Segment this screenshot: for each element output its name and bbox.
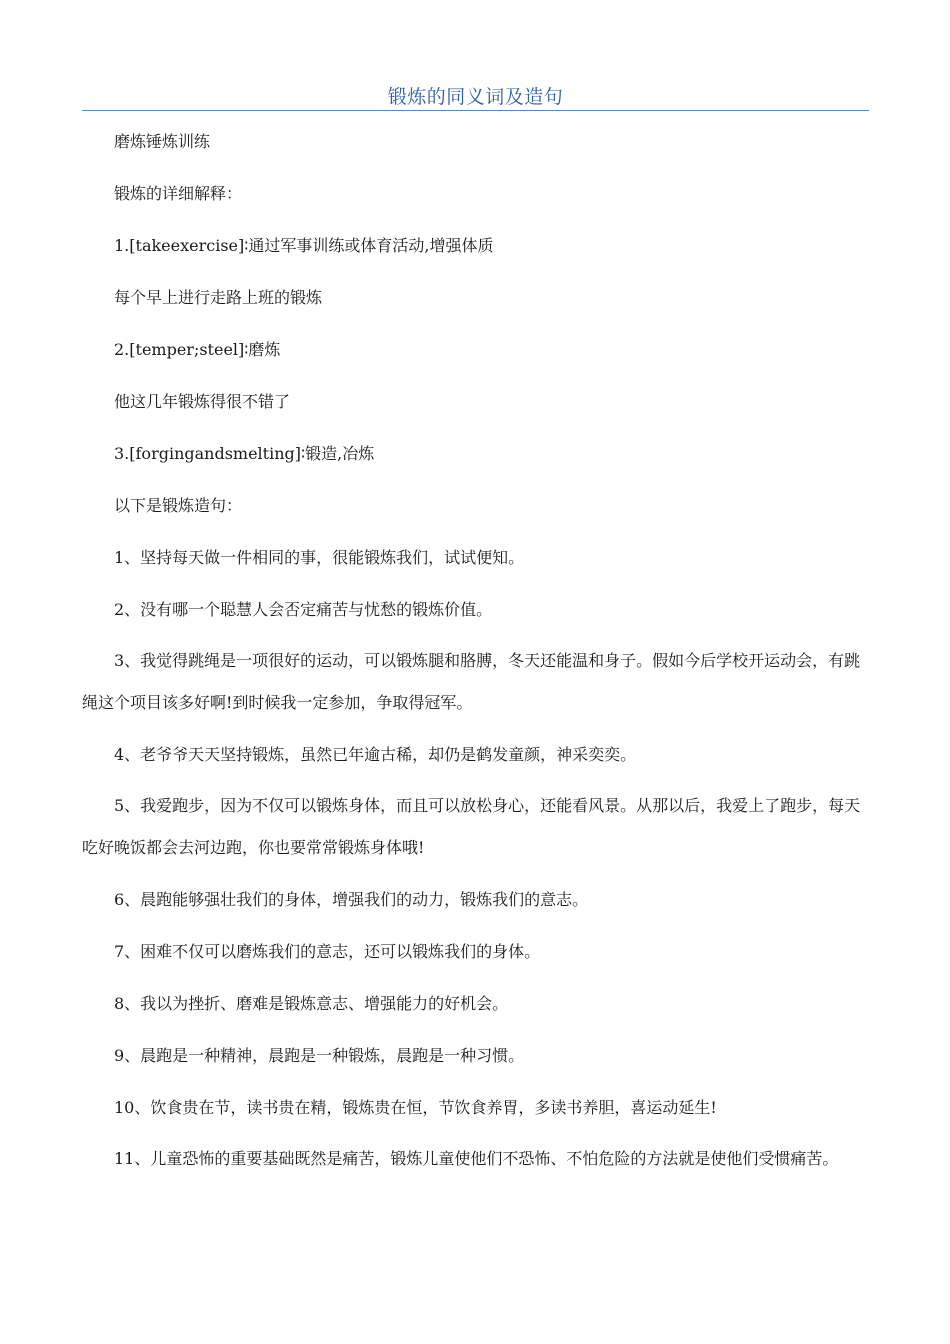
paragraph: 以下是锻炼造句： bbox=[114, 496, 243, 515]
example-sentence: 8、我以为挫折、磨难是锻炼意志、增强能力的好机会。 bbox=[114, 994, 509, 1013]
paragraph: 3.[forgingandsmelting]∶锻造,冶炼 bbox=[114, 444, 375, 463]
document-header bbox=[82, 80, 869, 111]
example-sentence: 9、晨跑是一种精神，晨跑是一种锻炼，晨跑是一种习惯。 bbox=[114, 1046, 525, 1065]
document-title: 锻炼的同义词及造句 bbox=[387, 86, 564, 108]
paragraph: 每个早上进行走路上班的锻炼 bbox=[114, 288, 323, 307]
paragraph: 锻炼的详细解释： bbox=[114, 184, 243, 203]
paragraph: 1.[takeexercise]∶通过军事训练或体育活动,增强体质 bbox=[114, 236, 494, 255]
example-sentence: 7、困难不仅可以磨炼我们的意志，还可以锻炼我们的身体。 bbox=[114, 942, 541, 961]
paragraph: 磨炼锤炼训练 bbox=[114, 132, 211, 151]
example-sentence: 11、儿童恐怖的重要基础既然是痛苦，锻炼儿童使他们不恐怖、不怕危险的方法就是使他们受惯痛苦。 bbox=[114, 1149, 839, 1168]
example-sentence: 5、我爱跑步，因为不仅可以锻炼身体，而且可以放松身心，还能看风景。从那以后，我爱上了跑步，每天吃好晚饭都会去河边跑，你也要常常锻炼身体哦! bbox=[82, 796, 861, 857]
example-sentence: 3、我觉得跳绳是一项很好的运动，可以锻炼腿和胳膊，冬天还能温和身子。假如今后学校开运动会，有跳绳这个项目该多好啊!到时候我一定参加，争取得冠军。 bbox=[82, 651, 861, 712]
example-sentence: 4、老爷爷天天坚持锻炼，虽然已年逾古稀，却仍是鹤发童颜，神采奕奕。 bbox=[114, 745, 637, 764]
example-sentence: 2、没有哪一个聪慧人会否定痛苦与忧愁的锻炼价值。 bbox=[114, 600, 493, 619]
example-sentence: 10、饮食贵在节，读书贵在精，锻炼贵在恒，节饮食养胃，多读书养胆，喜运动延生! bbox=[114, 1098, 717, 1117]
paragraph: 2.[temper;steel]∶磨炼 bbox=[114, 340, 281, 359]
paragraph: 他这几年锻炼得很不错了 bbox=[114, 392, 291, 411]
example-sentence: 6、晨跑能够强壮我们的身体，增强我们的动力，锻炼我们的意志。 bbox=[114, 890, 589, 909]
document-body bbox=[82, 120, 869, 1189]
example-sentence: 1、坚持每天做一件相同的事，很能锻炼我们，试试便知。 bbox=[114, 548, 525, 567]
